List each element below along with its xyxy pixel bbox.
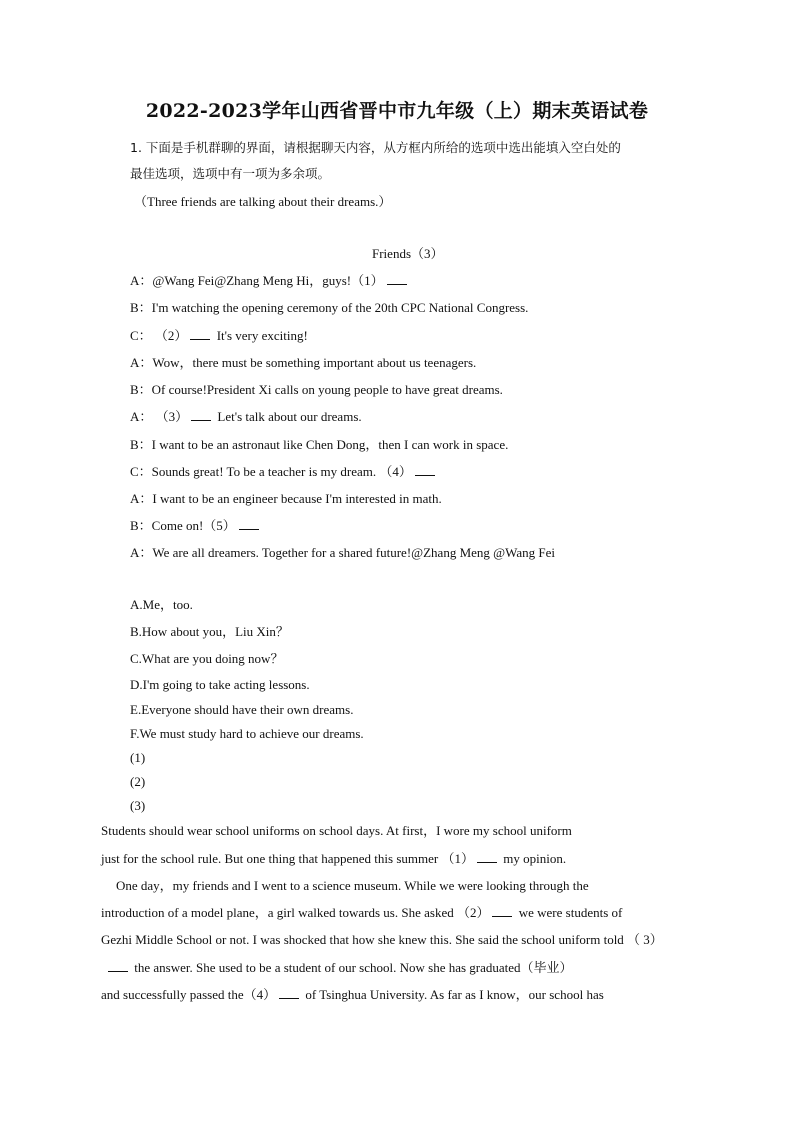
answer-blank-3[interactable]: [191, 409, 211, 421]
passage-blank-3[interactable]: [108, 960, 128, 972]
dialogue-line: [130, 464, 438, 480]
line-text: I want to be an astronaut like Chen Dong，then I can work in space.: [151, 437, 509, 452]
passage-blank-2[interactable]: [492, 905, 512, 917]
option-c: C.What are you doing now？: [130, 651, 284, 666]
speaker: B：: [130, 300, 152, 315]
answer-blank-2[interactable]: [190, 328, 210, 340]
line-text: my opinion.: [499, 851, 567, 866]
line-text: （3）: [152, 409, 189, 424]
q1-instruction-line1: 1. 下面是手机群聊的界面，请根据聊天内容，从方框内所给的选项中选出能填入空白处的: [130, 140, 621, 155]
line-text: Let's talk about our dreams.: [214, 409, 362, 424]
answer-label-2: (2): [130, 774, 146, 789]
line-text: Of course!President Xi calls on young people to have great dreams.: [151, 382, 503, 397]
passage-line: One day，my friends and I went to a science museum. While we were looking through the: [116, 878, 589, 893]
speaker: A：: [130, 273, 153, 288]
answer-label-1: (1): [130, 750, 146, 765]
option-e: E.Everyone should have their own dreams.: [130, 702, 354, 717]
answer-blank-5[interactable]: [239, 518, 259, 530]
line-text: I want to be an engineer because I'm interested in math.: [152, 491, 442, 506]
speaker: A：: [130, 491, 153, 506]
dialogue-line: [130, 409, 362, 425]
exam-title: 2022-2023学年山西省晋中市九年级（上）期末英语试卷: [145, 100, 649, 122]
dialogue-line: [130, 355, 476, 371]
option-d: D.I'm going to take acting lessons.: [130, 677, 310, 692]
line-text: Come on!（5）: [151, 518, 236, 533]
line-text: It's very exciting!: [213, 328, 308, 343]
speaker: A：: [130, 409, 153, 424]
passage-line: [101, 987, 604, 1003]
dialogue-line: [130, 328, 308, 344]
passage-line: Students should wear school uniforms on school days. At first，I wore my school uniform: [101, 823, 572, 838]
option-b: B.How about you，Liu Xin？: [130, 624, 289, 639]
line-text: @Wang Fei@Zhang Meng Hi，guys!（1）: [152, 273, 384, 288]
passage-line: [101, 905, 622, 921]
dialogue-line: [130, 491, 442, 507]
line-text: introduction of a model plane，a girl walked towards us. She asked （2）: [101, 905, 490, 920]
answer-label-3: (3): [130, 798, 146, 813]
line-text: the answer. She used to be a student of our school. Now she has graduated（毕业）: [131, 960, 573, 975]
option-a: A.Me，too.: [130, 597, 193, 612]
option-f: F.We must study hard to achieve our dreams.: [130, 726, 364, 741]
line-text: and successfully passed the（4）: [101, 987, 277, 1002]
speaker: C：: [130, 464, 152, 479]
speaker: B：: [130, 437, 152, 452]
line-text: Sounds great! To be a teacher is my dream. （4）: [151, 464, 412, 479]
speaker: C：: [130, 328, 152, 343]
dialogue-line: [130, 518, 262, 534]
passage-line: [105, 960, 573, 976]
q1-context: （Three friends are talking about their dreams.）: [134, 194, 392, 209]
line-text: just for the school rule. But one thing that happened this summer （1）: [101, 851, 474, 866]
answer-blank-4[interactable]: [415, 464, 435, 476]
line-text: （2）: [151, 328, 188, 343]
q1-instruction-line2: 最佳选项，选项中有一项为多余项。: [130, 166, 331, 181]
dialogue-line: [130, 273, 410, 289]
dialogue-line: [130, 382, 503, 398]
chat-title: Friends（3）: [372, 246, 444, 261]
passage-line: [101, 851, 566, 867]
dialogue-line: [130, 545, 555, 561]
line-text: of Tsinghua University. As far as I know，our school has: [302, 987, 604, 1002]
passage-blank-1[interactable]: [477, 851, 497, 863]
passage-blank-4[interactable]: [279, 987, 299, 999]
speaker: A：: [130, 355, 153, 370]
answer-blank-1[interactable]: [387, 273, 407, 285]
speaker: B：: [130, 518, 152, 533]
dialogue-line: [130, 437, 508, 453]
speaker: B：: [130, 382, 152, 397]
dialogue-line: [130, 300, 528, 316]
line-text: We are all dreamers. Together for a shared future!@Zhang Meng @Wang Fei: [152, 545, 555, 560]
passage-line: Gezhi Middle School or not. I was shocked that how she knew this. She said the school uniform told （ 3）: [101, 932, 663, 947]
speaker: A：: [130, 545, 153, 560]
line-text: I'm watching the opening ceremony of the 20th CPC National Congress.: [151, 300, 529, 315]
line-text: we were students of: [515, 905, 623, 920]
line-text: Wow，there must be something important about us teenagers.: [152, 355, 477, 370]
